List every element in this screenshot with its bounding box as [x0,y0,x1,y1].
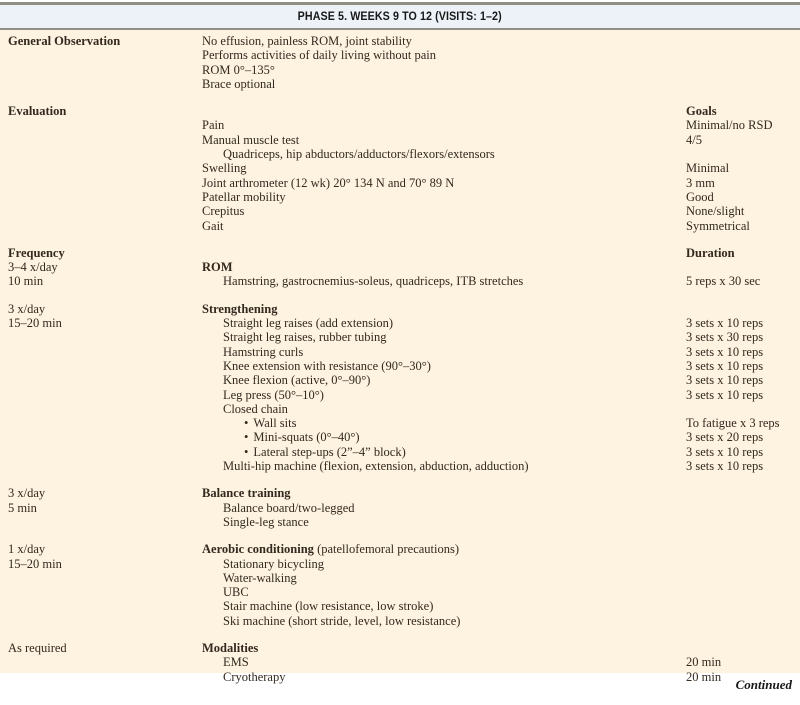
activity-cell [202,430,686,444]
table-row [0,204,800,218]
activity-label: Wall sits [253,416,297,431]
phase-table [0,2,800,684]
activity-label: Straight leg raises (add extension) [223,316,394,331]
table-row [0,359,800,373]
table-row [0,430,800,444]
value-cell: Goals [686,104,717,119]
frequency-cell: 3 x/day [8,486,46,501]
table-row [0,373,800,387]
value-cell: 3 sets x 10 reps [686,373,764,388]
table-row [0,445,800,459]
frequency-cell [8,190,202,204]
value-cell: 3 sets x 20 reps [686,430,764,445]
table-row [0,34,800,48]
frequency-cell [8,48,202,62]
frequency-cell [8,515,202,529]
activity-cell [202,316,686,330]
frequency-cell [8,571,202,585]
activity-cell [202,133,686,147]
activity-label: ROM 0°–135° [202,62,275,77]
activity-label: Stationary bicycling [223,556,325,571]
value-cell [686,402,792,416]
value-cell: Good [686,189,714,204]
frequency-cell [8,430,202,444]
table-row [0,459,800,473]
activity-cell [202,63,686,77]
value-cell: 3 sets x 10 reps [686,344,764,359]
activity-cell [202,219,686,233]
value-cell: 3 sets x 10 reps [686,459,764,474]
activity-label: Stair machine (low resistance, low stroke) [223,599,434,614]
section-modalities [0,641,800,684]
table-row [0,416,800,430]
activity-cell [202,34,686,48]
table-row [0,388,800,402]
frequency-cell [8,416,202,430]
frequency-cell: 3 x/day [8,301,46,316]
table-row [0,655,800,669]
activity-cell [202,641,686,655]
frequency-cell [8,459,202,473]
frequency-cell [8,176,202,190]
frequency-cell [8,63,202,77]
table-row [0,515,800,529]
section-balance-training [0,486,800,529]
activity-cell [202,459,686,473]
activity-cell [202,77,686,91]
value-cell [686,147,792,161]
activity-label: Modalities [202,640,259,655]
value-cell: 3 sets x 30 reps [686,330,764,345]
activity-label: Knee extension with resistance (90°–30°) [223,358,431,373]
activity-cell [202,670,686,684]
table-row [0,302,800,316]
frequency-cell [8,133,202,147]
activity-cell [202,204,686,218]
table-row [0,161,800,175]
value-cell: Duration [686,245,735,260]
value-cell [686,48,792,62]
frequency-cell [8,445,202,459]
activity-label: Performs activities of daily living without pain [202,48,436,63]
frequency-cell [8,147,202,161]
value-cell: 20 min [686,655,722,670]
value-cell: None/slight [686,204,745,219]
table-header-band [0,5,800,28]
activity-label: Balance training [202,486,291,501]
table-row [0,63,800,77]
value-cell [686,77,792,91]
frequency-cell: General Observation [8,34,121,48]
activity-cell [202,373,686,387]
activity-label: Mini-squats (0°–40°) [253,430,360,445]
frequency-cell [8,614,202,628]
activity-label: ROM [202,260,233,275]
table-row [0,176,800,190]
activity-cell [202,147,686,161]
activity-label: UBC [223,585,249,600]
activity-label: Water-walking [223,570,297,585]
activity-label: Patellar mobility [202,189,286,204]
value-cell [686,515,792,529]
activity-label: Quadriceps, hip abductors/adductors/flexors/extensors [223,147,495,162]
activity-label: No effusion, painless ROM, joint stability [202,34,412,48]
table-row [0,77,800,91]
section-evaluation [0,104,800,233]
frequency-cell [8,373,202,387]
value-cell: 3 mm [686,175,715,190]
activity-cell [202,585,686,599]
frequency-cell [8,670,202,684]
activity-cell [202,274,686,288]
activity-label: Knee flexion (active, 0°–90°) [223,373,371,388]
frequency-cell: Evaluation [8,104,67,119]
table-row [0,147,800,161]
table-row [0,190,800,204]
value-cell: 3 sets x 10 reps [686,358,764,373]
table-title: PHASE 5. WEEKS 9 TO 12 (VISITS: 1–2) [297,10,503,23]
frequency-cell [8,219,202,233]
frequency-cell: Frequency [8,245,65,260]
table-row [0,542,800,556]
activity-label: Hamstring curls [223,344,304,359]
value-cell: 20 min [686,669,722,684]
frequency-cell: 5 min [8,500,37,515]
table-row [0,670,800,684]
value-cell [686,34,792,48]
table-row [0,104,800,118]
value-cell: 5 reps x 30 sec [686,274,761,289]
activity-cell [202,614,686,628]
activity-cell [202,161,686,175]
section-aerobic-conditioning [0,542,800,628]
table-row [0,246,800,260]
activity-label: Pain [202,118,225,133]
value-cell [686,641,792,655]
table-row [0,501,800,515]
activity-cell [202,118,686,132]
continued-note: Continued [735,677,792,692]
activity-cell [202,599,686,613]
activity-label: Strengthening [202,301,278,316]
activity-cell [202,104,686,118]
value-cell [686,557,792,571]
value-cell [686,501,792,515]
value-cell: 3 sets x 10 reps [686,316,764,331]
table-row [0,486,800,500]
table-row [0,641,800,655]
frequency-cell: 10 min [8,274,44,289]
activity-label: Leg press (50°–10°) [223,387,324,402]
activity-label: Hamstring, gastrocnemius-soleus, quadriceps, ITB stretches [223,274,524,289]
activity-label: Single-leg stance [223,514,309,529]
table-row [0,614,800,628]
value-cell [686,599,792,613]
activity-cell [202,345,686,359]
activity-label: Ski machine (short stride, level, low resistance) [223,613,461,628]
activity-cell [202,486,686,500]
table-body [0,30,800,684]
activity-cell [202,388,686,402]
table-row [0,118,800,132]
table-row [0,557,800,571]
activity-label: Lateral step-ups (2”–4” block) [253,444,406,459]
activity-note: (patellofemoral precautions) [313,542,460,557]
value-cell: Minimal/no RSD [686,118,773,133]
value-cell [686,585,792,599]
activity-cell [202,445,686,459]
frequency-cell [8,388,202,402]
bullet-icon: • [244,416,249,431]
value-cell: Minimal [686,161,730,176]
table-row [0,316,800,330]
activity-label: Manual muscle test [202,132,300,147]
activity-label: Crepitus [202,204,245,219]
value-cell: 4/5 [686,132,702,147]
value-cell [686,614,792,628]
activity-label: Joint arthrometer (12 wk) 20° 134 N and 70° 89 N [202,175,455,190]
value-cell [686,542,792,556]
value-cell: Symmetrical [686,218,750,233]
table-row [0,274,800,288]
frequency-cell [8,330,202,344]
activity-cell [202,359,686,373]
activity-cell [202,260,686,274]
frequency-cell: As required [8,640,67,655]
activity-label: Straight leg raises, rubber tubing [223,330,387,345]
activity-cell [202,246,686,260]
frequency-cell: 15–20 min [8,556,62,571]
frequency-cell [8,118,202,132]
frequency-cell: 3–4 x/day [8,260,58,275]
activity-label: Aerobic conditioning [202,542,314,557]
activity-cell [202,557,686,571]
activity-cell [202,655,686,669]
table-row [0,585,800,599]
activity-cell [202,302,686,316]
activity-cell [202,501,686,515]
activity-cell [202,176,686,190]
activity-label: Balance board/two-legged [223,500,355,515]
activity-cell [202,402,686,416]
frequency-cell [8,359,202,373]
frequency-cell [8,585,202,599]
table-row [0,345,800,359]
activity-cell [202,571,686,585]
frequency-cell: 1 x/day [8,542,46,557]
activity-label: Swelling [202,161,247,176]
section-strengthening [0,302,800,474]
activity-cell [202,542,686,556]
activity-cell [202,48,686,62]
frequency-cell [8,161,202,175]
table-row [0,133,800,147]
frequency-cell [8,345,202,359]
activity-label: Multi-hip machine (flexion, extension, abduction, adduction) [223,459,529,474]
table-row [0,219,800,233]
activity-label: Closed chain [223,401,288,416]
section-rom [0,246,800,289]
bullet-icon: • [244,444,249,459]
table-row [0,599,800,613]
activity-label: EMS [223,655,249,670]
table-row [0,402,800,416]
frequency-cell [8,77,202,91]
activity-label: Gait [202,218,224,233]
section-general-observation [0,34,800,91]
value-cell [686,571,792,585]
value-cell [686,63,792,77]
value-cell [686,302,792,316]
activity-cell [202,416,686,430]
activity-cell [202,190,686,204]
frequency-cell [8,204,202,218]
value-cell: 3 sets x 10 reps [686,444,764,459]
value-cell: 3 sets x 10 reps [686,387,764,402]
value-cell: To fatigue x 3 reps [686,416,780,431]
frequency-cell [8,655,202,669]
activity-label: Cryotherapy [223,669,286,684]
activity-cell [202,515,686,529]
table-row [0,260,800,274]
activity-label: Brace optional [202,76,276,91]
table-row [0,571,800,585]
bullet-icon: • [244,430,249,445]
value-cell [686,486,792,500]
activity-cell [202,330,686,344]
frequency-cell [8,402,202,416]
frequency-cell: 15–20 min [8,316,62,331]
table-row [0,48,800,62]
value-cell [686,260,792,274]
table-row [0,330,800,344]
frequency-cell [8,599,202,613]
